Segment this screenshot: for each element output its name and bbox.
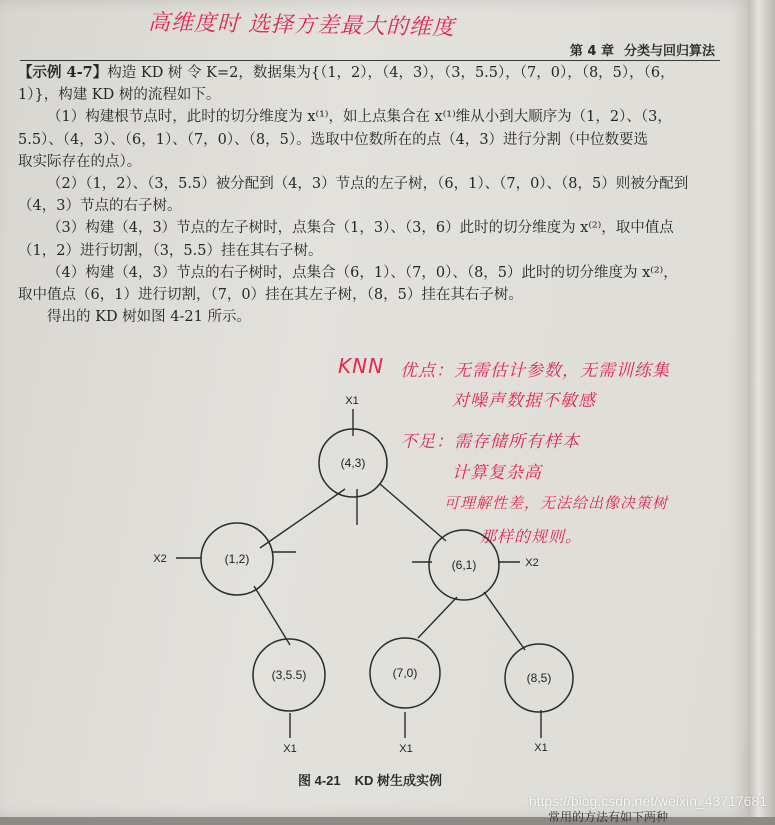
axis-label-root: X1	[345, 395, 359, 407]
step1-line-a: （1）构建根节点时，此时的切分维度为 x⁽¹⁾，如上点集合在 x⁽¹⁾维从小到大顺序为（1，2）、（3，	[47, 109, 672, 126]
handwritten-cons-2: 计算复杂高	[452, 463, 542, 483]
handwritten-cons-4: 那样的规则。	[480, 527, 583, 546]
edge-right-rightleaf	[484, 592, 525, 650]
figure-title: KD 树生成实例	[354, 773, 443, 788]
axis-label-leaf2: X1	[399, 743, 413, 755]
axis-label-leaf1: X1	[283, 743, 297, 755]
step3-line-a: （3）构建（4，3）节点的左子树时，点集合（1，3）、（3，6）此时的切分维度为 x⁽²⁾，取中值点	[47, 220, 674, 237]
step3-line-b: （1，2）进行切割，（3，5.5）挂在其右子树。	[18, 242, 323, 259]
watermark: https://blog.csdn.net/weixin_43717681	[528, 793, 767, 809]
edge-right-leftleaf	[418, 597, 457, 638]
node-right-label: (6,1)	[451, 558, 477, 572]
handwritten-cons-1: 不足：需存储所有样本	[400, 432, 580, 452]
figure-caption	[298, 770, 442, 789]
edge-left-leaf	[254, 586, 290, 645]
step2-line-a: （2）（1，2）、（3，5.5）被分配到（4，3）节点的左子树，（6，1）、（7，0）、（8，5）则被分配到	[47, 176, 689, 193]
node-leaf-1-label: (3,5.5)	[271, 668, 307, 682]
chapter-title: 分类与回归算法	[623, 44, 715, 59]
node-root-label: (4,3)	[340, 456, 366, 470]
node-leaf-3-label: (8,5)	[526, 671, 552, 685]
example-line-2: 1）}，构建 KD 树的流程如下。	[18, 87, 221, 104]
example-intro: 构造 KD 树 令 K=2，数据集为{（1，2），（4，3），（3，5.5），（7，0），（8，5），（6，	[107, 65, 675, 81]
cut-off-footer-text: 常用的方法有如下两种	[548, 810, 669, 824]
conclusion-line: 得出的 KD 树如图 4-21 所示。	[47, 309, 251, 326]
handwritten-pros-1: 优点：无需估计参数，无需训练集	[400, 361, 670, 381]
chapter-number: 第 4 章	[569, 44, 614, 59]
step1-line-c: 取实际存在的点）。	[18, 153, 142, 170]
edge-root-left	[260, 489, 345, 548]
step4-line-b: 取中值点（6，1）进行切割，（7，0）挂在其左子树，（8，5）挂在其右子树。	[18, 287, 523, 304]
step4-line-a: （4）构建（4，3）节点的右子树时，点集合（6，1）、（7，0）、（8，5）此时的切分维度为 x⁽²⁾，	[47, 264, 678, 281]
step2-line-b: （4，3）节点的右子树。	[18, 198, 182, 215]
handwritten-knn: KNN	[338, 354, 385, 378]
example-tag: 【示例 4-7】	[18, 64, 108, 81]
handwritten-cons-3: 可理解性差，无法给出像决策树	[444, 494, 669, 512]
axis-label-left: X2	[153, 553, 167, 565]
node-leaf-2-label: (7,0)	[392, 666, 418, 680]
step1-line-b: 5.5）、（4，3）、（6，1）、（7，0）、（8，5）。选取中位数所在的点（4，3）进行分割（中位数要选	[18, 131, 649, 148]
node-left-label: (1,2)	[224, 552, 250, 566]
handwritten-pros-2: 对噪声数据不敏感	[452, 391, 596, 411]
figure-number: 图 4-21	[298, 773, 341, 788]
axis-label-right: X2	[525, 557, 539, 569]
handwritten-top-note: 高维度时 选择方差最大的维度	[147, 10, 456, 41]
axis-label-leaf3: X1	[534, 742, 548, 754]
edge-root-right	[380, 484, 446, 541]
